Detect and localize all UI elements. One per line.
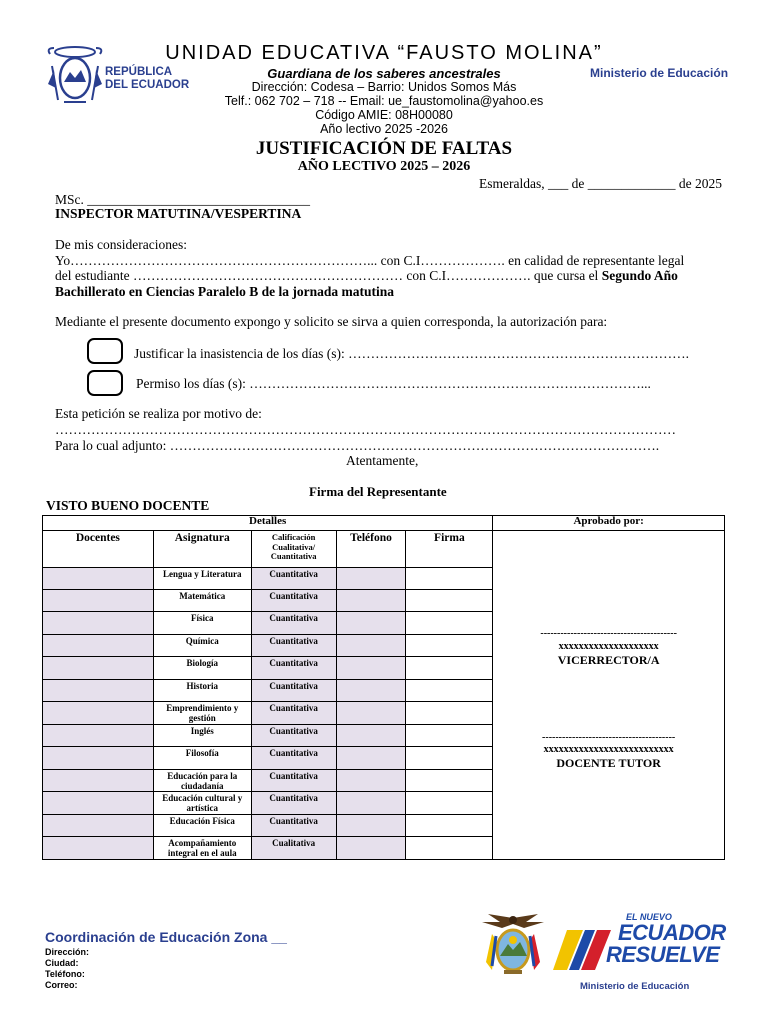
teacher-cell[interactable] bbox=[43, 837, 154, 860]
grade-type-cell: Cuantitativa bbox=[251, 815, 336, 837]
closing: Atentamente, bbox=[346, 453, 419, 468]
approver1-name: xxxxxxxxxxxxxxxxxxxx bbox=[558, 641, 659, 652]
teacher-cell[interactable] bbox=[43, 702, 154, 725]
phone-cell[interactable] bbox=[336, 635, 406, 657]
phone-cell[interactable] bbox=[336, 747, 406, 770]
recipient-name: MSc. _________________________________ bbox=[55, 192, 311, 207]
grade-type-cell: Cuantitativa bbox=[251, 792, 336, 815]
teacher-cell[interactable] bbox=[43, 657, 154, 680]
option-permit: Permiso los días (s): ……………………………………………………………………………... bbox=[136, 376, 651, 391]
greeting: De mis consideraciones: bbox=[55, 237, 187, 252]
signature-cell[interactable] bbox=[406, 747, 493, 770]
coordination-title: Coordinación de Educación Zona __ bbox=[45, 929, 287, 945]
permit-checkbox[interactable] bbox=[87, 370, 123, 396]
justify-checkbox[interactable] bbox=[87, 338, 123, 364]
subject-cell: Matemática bbox=[153, 590, 251, 612]
approver1-line: ----------------------------------------- bbox=[540, 628, 677, 639]
footer-ciudad: Ciudad: bbox=[45, 958, 79, 968]
reason-label: Esta petición se realiza por motivo de: bbox=[55, 406, 262, 421]
approval-table bbox=[42, 515, 725, 860]
teacher-cell[interactable] bbox=[43, 725, 154, 747]
teacher-cell[interactable] bbox=[43, 680, 154, 702]
subject-cell: Acompañamiento integral en el aula bbox=[153, 837, 251, 860]
col-firma: Firma bbox=[406, 531, 493, 568]
line-course: Bachillerato en Ciencias Paralelo B de la jornada matutina bbox=[55, 284, 394, 299]
teacher-cell[interactable] bbox=[43, 590, 154, 612]
subject-cell: Física bbox=[153, 612, 251, 635]
school-year: Año lectivo 2025 -2026 bbox=[320, 122, 448, 136]
approver2-role: DOCENTE TUTOR bbox=[556, 756, 661, 770]
document-subtitle: AÑO LECTIVO 2025 – 2026 bbox=[297, 159, 471, 174]
phone-cell[interactable] bbox=[336, 770, 406, 792]
grade-type-cell: Cuantitativa bbox=[251, 725, 336, 747]
signature-cell[interactable] bbox=[406, 770, 493, 792]
signature-cell[interactable] bbox=[406, 657, 493, 680]
request-text: Mediante el presente documento expongo y solicito se sirva a quien corresponda, la autorización para: bbox=[55, 314, 608, 329]
grade-type-cell: Cuantitativa bbox=[251, 747, 336, 770]
phone-cell[interactable] bbox=[336, 837, 406, 860]
teacher-cell[interactable] bbox=[43, 612, 154, 635]
grade-type-cell: Cualitativa bbox=[251, 837, 336, 860]
approver2-line: ---------------------------------------- bbox=[542, 732, 676, 743]
republic-line2: DEL ECUADOR bbox=[105, 79, 190, 91]
grade-type-cell: Cuantitativa bbox=[251, 635, 336, 657]
grade-type-cell: Cuantitativa bbox=[251, 680, 336, 702]
line-representative: Yo…………………………………………………………... con C.I………………. en calidad de representante legal bbox=[55, 253, 685, 268]
subject-cell: Biología bbox=[153, 657, 251, 680]
option-justify: Justificar la inasistencia de los días (s): …………………………………………………………………. bbox=[134, 346, 689, 361]
approver2-name: xxxxxxxxxxxxxxxxxxxxxxxxxx bbox=[543, 744, 674, 755]
line-student-course: Segundo Año bbox=[601, 268, 678, 283]
brand-line2: RESUELVE bbox=[606, 942, 720, 967]
line-student bbox=[55, 268, 678, 284]
col-calificacion-label: Calificación Cualitativa/ Cuantitativa bbox=[270, 532, 317, 561]
signature-cell[interactable] bbox=[406, 702, 493, 725]
signature-cell[interactable] bbox=[406, 635, 493, 657]
signature-cell[interactable] bbox=[406, 815, 493, 837]
line-student-text: del estudiante …………………………………………………… con C.I………………. que cursa el bbox=[55, 268, 602, 283]
col-docentes: Docentes bbox=[43, 531, 154, 568]
school-contact: Telf.: 062 702 – 718 -- Email: ue_faustomolina@yahoo.es bbox=[224, 94, 544, 108]
place-date: Esmeraldas, ___ de _____________ de 2025 bbox=[479, 176, 722, 191]
teacher-cell[interactable] bbox=[43, 815, 154, 837]
signature-label: Firma del Representante bbox=[309, 484, 447, 499]
subject-cell: Educación cultural y artística bbox=[153, 792, 251, 815]
school-address: Dirección: Codesa – Barrio: Unidos Somos Más bbox=[251, 80, 517, 94]
teacher-cell[interactable] bbox=[43, 770, 154, 792]
brand-line1: ECUADOR bbox=[618, 920, 726, 945]
brand-small: EL NUEVO bbox=[626, 912, 672, 922]
teacher-cell[interactable] bbox=[43, 568, 154, 590]
signature-cell[interactable] bbox=[406, 837, 493, 860]
signature-cell[interactable] bbox=[406, 568, 493, 590]
approved-header: Aprobado por: bbox=[493, 516, 725, 531]
teacher-cell[interactable] bbox=[43, 792, 154, 815]
signature-cell[interactable] bbox=[406, 612, 493, 635]
phone-cell[interactable] bbox=[336, 612, 406, 635]
school-motto: Guardiana de los saberes ancestrales bbox=[267, 66, 501, 81]
school-name: UNIDAD EDUCATIVA “FAUSTO MOLINA” bbox=[165, 42, 603, 64]
coat-of-arms-icon bbox=[478, 912, 548, 978]
school-amie: Código AMIE: 08H00080 bbox=[315, 108, 453, 122]
grade-type-cell: Cuantitativa bbox=[251, 612, 336, 635]
teacher-cell[interactable] bbox=[43, 635, 154, 657]
phone-cell[interactable] bbox=[336, 568, 406, 590]
footer-correo: Correo: bbox=[45, 980, 78, 990]
footer-telefono: Teléfono: bbox=[45, 969, 85, 979]
ministry-footer: Ministerio de Educación bbox=[580, 981, 690, 992]
subject-cell: Historia bbox=[153, 680, 251, 702]
reason-dots: ………………………………………………………………………………………………………………………… bbox=[55, 422, 676, 437]
subject-cell: Filosofía bbox=[153, 747, 251, 770]
phone-cell[interactable] bbox=[336, 702, 406, 725]
recipient-role: INSPECTOR MATUTINA/VESPERTINA bbox=[55, 206, 302, 221]
phone-cell[interactable] bbox=[336, 680, 406, 702]
ministry-header-logo: Ministerio de Educación bbox=[590, 66, 729, 80]
phone-cell[interactable] bbox=[336, 815, 406, 837]
grade-type-cell: Cuantitativa bbox=[251, 702, 336, 725]
republic-line1: REPÚBLICA bbox=[105, 66, 173, 78]
grade-type-cell: Cuantitativa bbox=[251, 657, 336, 680]
phone-cell[interactable] bbox=[336, 792, 406, 815]
signature-cell[interactable] bbox=[406, 590, 493, 612]
attach-line: Para lo cual adjunto: ………………………………………………………………………………………………. bbox=[55, 438, 660, 453]
grade-type-cell: Cuantitativa bbox=[251, 568, 336, 590]
signature-cell[interactable] bbox=[406, 725, 493, 747]
teacher-cell[interactable] bbox=[43, 747, 154, 770]
subject-cell: Inglés bbox=[153, 725, 251, 747]
signature-cell[interactable] bbox=[406, 680, 493, 702]
subject-cell: Lengua y Literatura bbox=[153, 568, 251, 590]
phone-cell[interactable] bbox=[336, 590, 406, 612]
subject-cell: Emprendimiento y gestión bbox=[153, 702, 251, 725]
phone-cell[interactable] bbox=[336, 725, 406, 747]
col-calificacion bbox=[251, 531, 336, 568]
phone-cell[interactable] bbox=[336, 657, 406, 680]
ecuador-resuelve-stripes-icon bbox=[553, 924, 613, 972]
signature-cell[interactable] bbox=[406, 792, 493, 815]
grade-type-cell: Cuantitativa bbox=[251, 770, 336, 792]
approver1-role: VICERRECTOR/A bbox=[557, 653, 660, 667]
subject-cell: Educación para la ciudadanía bbox=[153, 770, 251, 792]
footer-direccion: Dirección: bbox=[45, 947, 90, 957]
col-asignatura: Asignatura bbox=[153, 531, 251, 568]
approvals-cell bbox=[493, 531, 725, 860]
grade-type-cell: Cuantitativa bbox=[251, 590, 336, 612]
subject-cell: Química bbox=[153, 635, 251, 657]
details-header: Detalles bbox=[43, 516, 493, 531]
col-telefono: Teléfono bbox=[336, 531, 406, 568]
subject-cell: Educación Física bbox=[153, 815, 251, 837]
visto-bueno: VISTO BUENO DOCENTE bbox=[46, 498, 210, 513]
document-title: JUSTIFICACIÓN DE FALTAS bbox=[255, 138, 513, 159]
